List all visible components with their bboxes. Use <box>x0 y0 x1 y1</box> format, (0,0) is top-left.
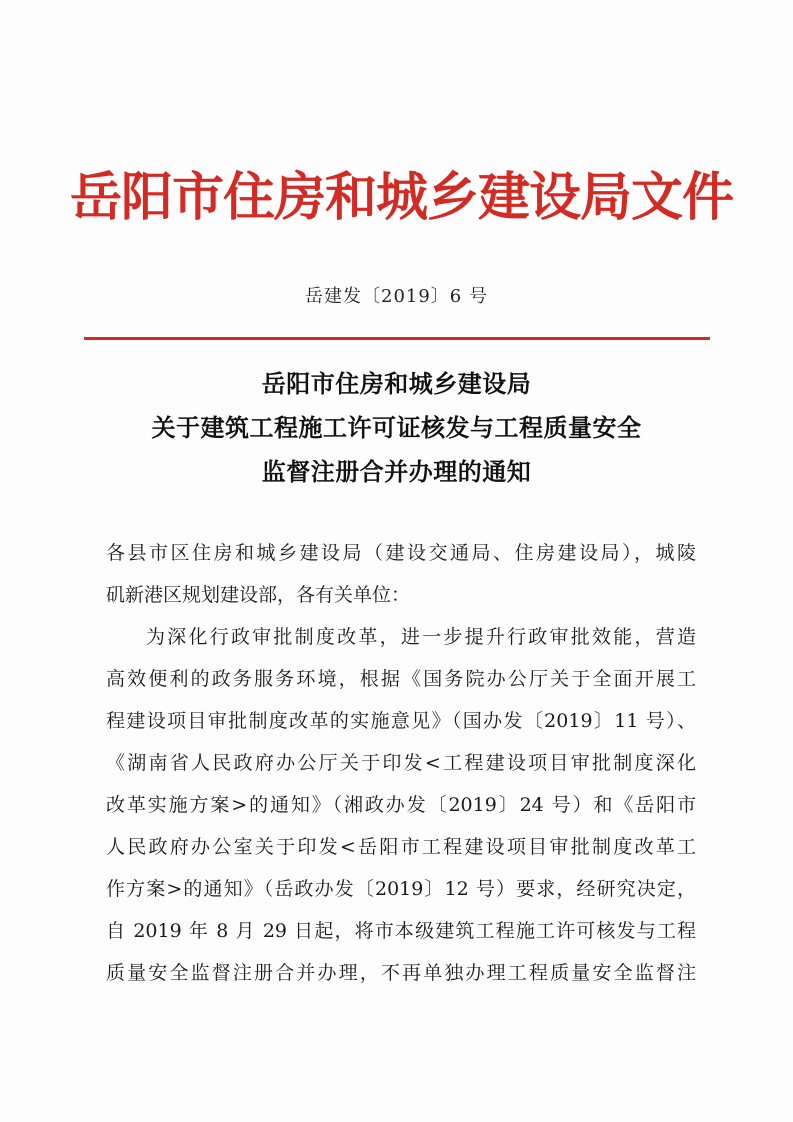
body-line-9: 质量安全监督注册合并办理，不再单独办理工程质量安全监督注 <box>106 962 696 984</box>
red-divider-line <box>84 337 710 340</box>
notice-title-line-3: 监督注册合并办理的通知 <box>261 457 532 486</box>
body-line-8: 自 2019 年 8 月 29 日起，将市本级建筑工程施工许可核发与工程 <box>106 920 696 942</box>
document-header-title: 岳阳市住房和城乡建设局文件 <box>70 167 734 228</box>
notice-title-line-2: 关于建筑工程施工许可证核发与工程质量安全 <box>151 413 642 442</box>
addressee-line-2: 矶新港区规划建设部，各有关单位： <box>106 584 411 606</box>
body-line-2: 高效便利的政务服务环境，根据《国务院办公厅关于全面开展工 <box>106 668 696 690</box>
body-line-7: 作方案>的通知》（岳政办发〔2019〕12 号）要求，经研究决定， <box>106 878 696 900</box>
document-number: 岳建发〔2019〕6 号 <box>305 286 488 307</box>
addressee-line-1: 各县市区住房和城乡建设局（建设交通局、住房建设局），城陵 <box>106 542 696 564</box>
body-line-6: 人民政府办公室关于印发<岳阳市工程建设项目审批制度改革工 <box>106 836 696 858</box>
body-line-1: 为深化行政审批制度改革，进一步提升行政审批效能，营造 <box>146 626 696 648</box>
notice-title-line-1: 岳阳市住房和城乡建设局 <box>261 369 532 398</box>
body-line-3: 程建设项目审批制度改革的实施意见》（国办发〔2019〕11 号）、 <box>106 710 696 732</box>
body-line-5: 改革实施方案>的通知》（湘政办发〔2019〕24 号）和《岳阳市 <box>106 794 696 816</box>
body-line-4: 《湖南省人民政府办公厅关于印发<工程建设项目审批制度深化 <box>106 752 696 774</box>
